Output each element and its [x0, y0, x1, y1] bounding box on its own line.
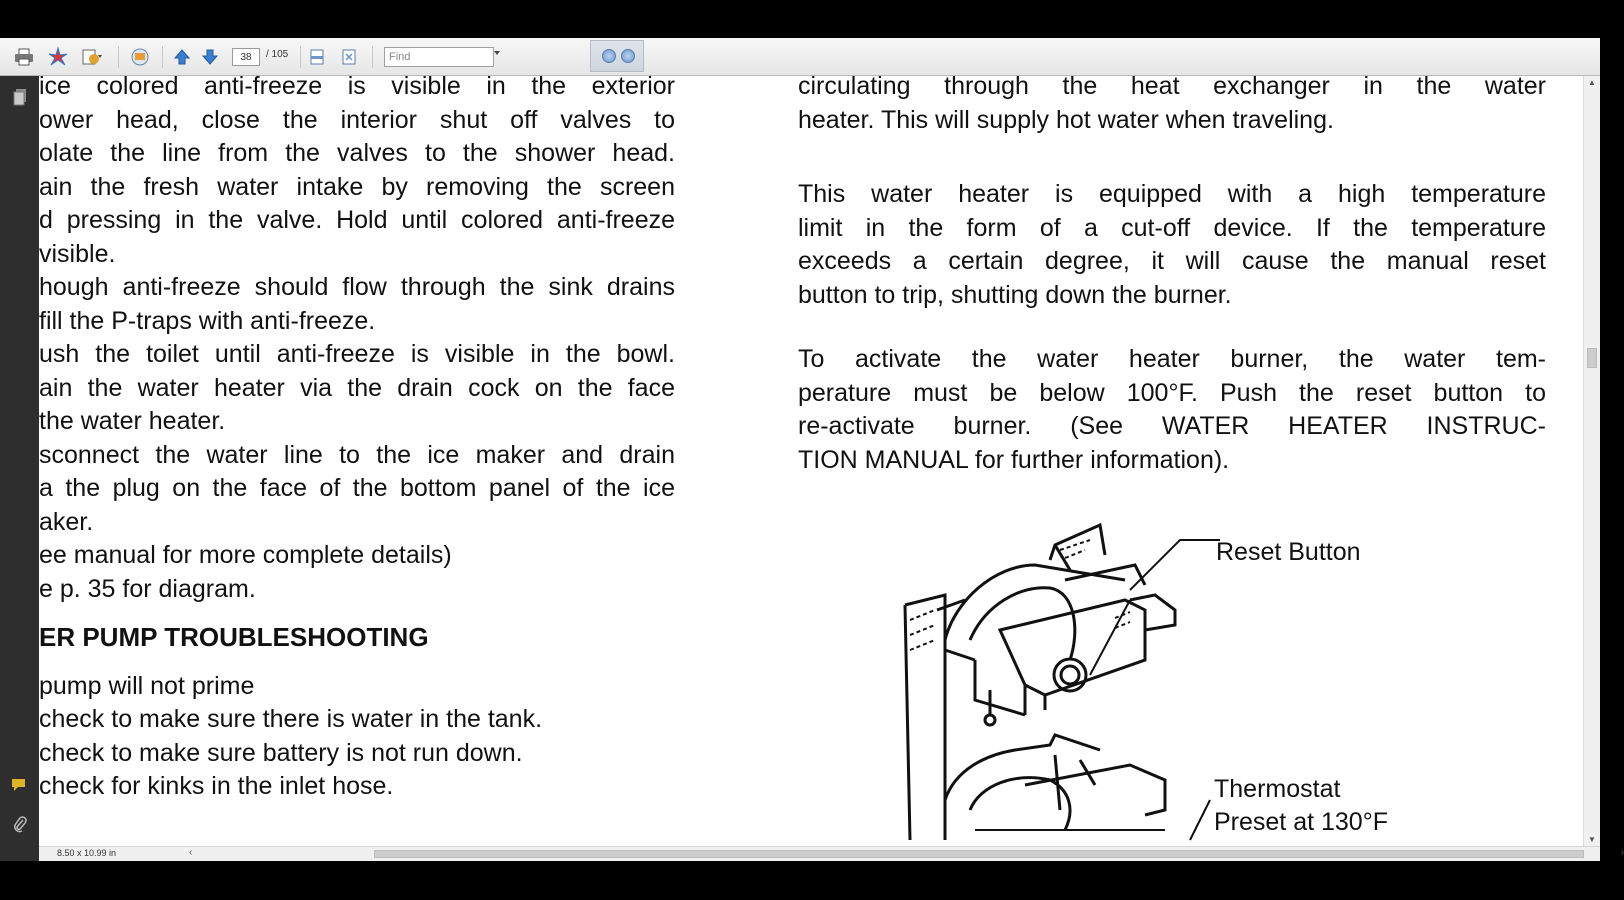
zoom-controls: [590, 40, 644, 72]
scroll-down-icon[interactable]: ▼: [1588, 835, 1596, 844]
text-line: ice colored anti-freeze is visible in the exterior: [39, 72, 675, 100]
zoom-out-icon[interactable]: [602, 49, 616, 63]
text-line: ower head, close the interior shut off valves to: [39, 105, 675, 134]
export-icon[interactable]: [80, 45, 104, 69]
fit-page-icon[interactable]: [337, 45, 361, 69]
text-line: check for kinks in the inlet hose.: [39, 772, 394, 800]
vertical-scrollbar[interactable]: [1583, 76, 1600, 846]
reset-button-label: Reset Button: [1216, 538, 1361, 566]
text-line: circulating through the heat exchanger in the water: [798, 72, 1546, 100]
text-line: check to make sure battery is not run down.: [39, 738, 523, 767]
vertical-scroll-thumb[interactable]: [1587, 348, 1597, 368]
comments-panel-icon[interactable]: [11, 776, 29, 794]
text-line: olate the line from the valves to the shower head.: [39, 139, 675, 167]
section-heading: ER PUMP TROUBLESHOOTING: [39, 622, 429, 652]
collaborate-icon[interactable]: [46, 45, 70, 69]
text-line: sconnect the water line to the ice maker and drain: [39, 440, 675, 469]
horizontal-scrollbar[interactable]: [189, 847, 1624, 859]
find-dropdown-icon[interactable]: [494, 51, 500, 55]
page-total-label: / 105: [266, 49, 289, 60]
text-line: re-activate burner. (See WATER HEATER INSTRUC-: [798, 412, 1546, 440]
text-line: e p. 35 for diagram.: [39, 574, 256, 603]
text-line: fill the P-traps with anti-freeze.: [39, 306, 376, 335]
navigation-panel: [0, 76, 39, 861]
text-line: button to trip, shutting down the burner.: [798, 280, 1232, 309]
text-line: pump will not prime: [39, 671, 255, 700]
pages-icon[interactable]: [11, 88, 29, 106]
text-line: perature must be below 100°F. Push the reset button to: [798, 378, 1546, 407]
toolbar-separator: [300, 46, 301, 68]
page-number-input[interactable]: 38: [232, 48, 260, 66]
comment-icon[interactable]: [128, 45, 152, 69]
zoom-in-icon[interactable]: [621, 49, 635, 63]
scroll-right-icon[interactable]: ›: [1620, 847, 1624, 858]
page-size-label: 8.50 x 10.99 in: [57, 848, 117, 858]
text-line: aker.: [39, 507, 94, 536]
toolbar-separator: [162, 46, 163, 68]
next-page-icon[interactable]: [198, 45, 222, 69]
horizontal-scroll-thumb[interactable]: [374, 850, 1584, 858]
text-line: TION MANUAL for further information).: [798, 445, 1230, 474]
text-line: ain the water heater via the drain cock on the face: [39, 373, 675, 402]
previous-page-icon[interactable]: [170, 45, 194, 69]
status-bar: [39, 846, 1624, 861]
fit-width-icon[interactable]: [305, 45, 329, 69]
left-column: [39, 70, 675, 804]
text-line: To activate the water heater burner, the water tem-: [798, 345, 1546, 373]
scroll-left-icon[interactable]: ‹: [189, 847, 193, 858]
text-line: visible.: [39, 239, 116, 268]
window-bottom-bar: [0, 861, 1600, 900]
right-column: [798, 70, 1546, 477]
print-icon[interactable]: [12, 45, 36, 69]
window-top-bar: [0, 0, 1600, 38]
thermostat-label: Thermostat: [1214, 775, 1341, 803]
text-line: limit in the form of a cut-off device. If the temperature: [798, 213, 1546, 242]
text-line: ush the toilet until anti-freeze is visible in the bowl.: [39, 340, 675, 368]
scroll-up-icon[interactable]: ▲: [1588, 78, 1596, 87]
thermostat-preset-label: Preset at 130°F: [1214, 808, 1388, 836]
text-line: ee manual for more complete details): [39, 541, 452, 569]
text-line: check to make sure there is water in the tank.: [39, 705, 543, 733]
attachment-icon[interactable]: [11, 816, 29, 834]
text-line: ain the fresh water intake by removing the screen: [39, 172, 675, 201]
toolbar-separator: [118, 46, 119, 68]
text-line: hough anti-freeze should flow through the sink drains: [39, 273, 675, 301]
text-line: This water heater is equipped with a high temperature: [798, 180, 1546, 208]
text-line: heater. This will supply hot water when traveling.: [798, 105, 1334, 134]
text-line: exceeds a certain degree, it will cause the manual reset: [798, 247, 1546, 275]
find-input[interactable]: Find: [384, 47, 494, 67]
toolbar-separator: [372, 46, 373, 68]
text-line: the water heater.: [39, 407, 226, 435]
text-line: a the plug on the face of the bottom panel of the ice: [39, 474, 675, 502]
text-line: d pressing in the valve. Hold until colored anti-freeze: [39, 206, 675, 234]
